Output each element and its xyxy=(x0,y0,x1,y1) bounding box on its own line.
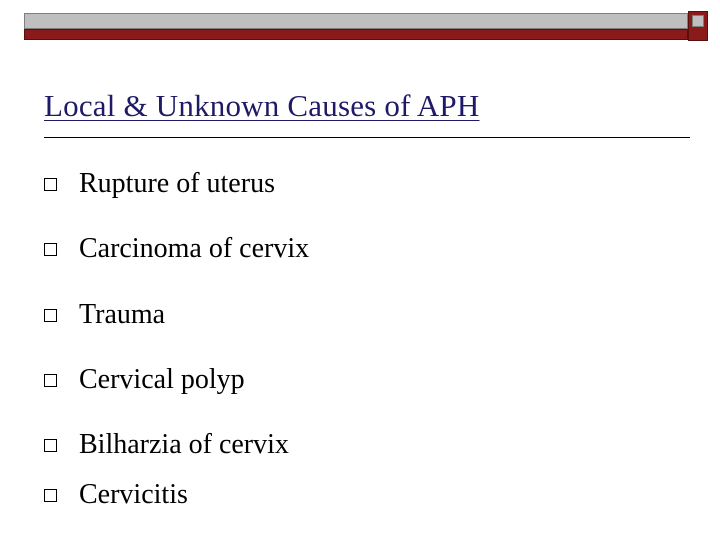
hollow-square-icon xyxy=(44,439,57,452)
bullet-text: Trauma xyxy=(79,299,166,330)
slide-title: Local & Unknown Causes of APH xyxy=(44,88,480,123)
hollow-square-icon xyxy=(44,374,57,387)
bullet-text: Rupture of uterus xyxy=(79,168,275,199)
bullet-text: Carcinoma of cervix xyxy=(79,233,310,264)
hollow-square-icon xyxy=(44,243,57,256)
bullet-item xyxy=(44,166,275,202)
bullet-text: Bilharzia of cervix xyxy=(79,429,289,460)
hollow-square-icon xyxy=(44,178,57,191)
bullet-text: Cervicitis xyxy=(79,479,188,510)
hollow-square-icon xyxy=(44,489,57,502)
hollow-square-icon xyxy=(44,309,57,322)
bullet-item xyxy=(44,297,165,333)
bullet-item xyxy=(44,477,188,513)
bullet-text: Cervical polyp xyxy=(79,364,245,395)
bullet-item xyxy=(44,231,309,267)
bullet-item xyxy=(44,362,245,398)
bullet-item xyxy=(44,427,289,463)
